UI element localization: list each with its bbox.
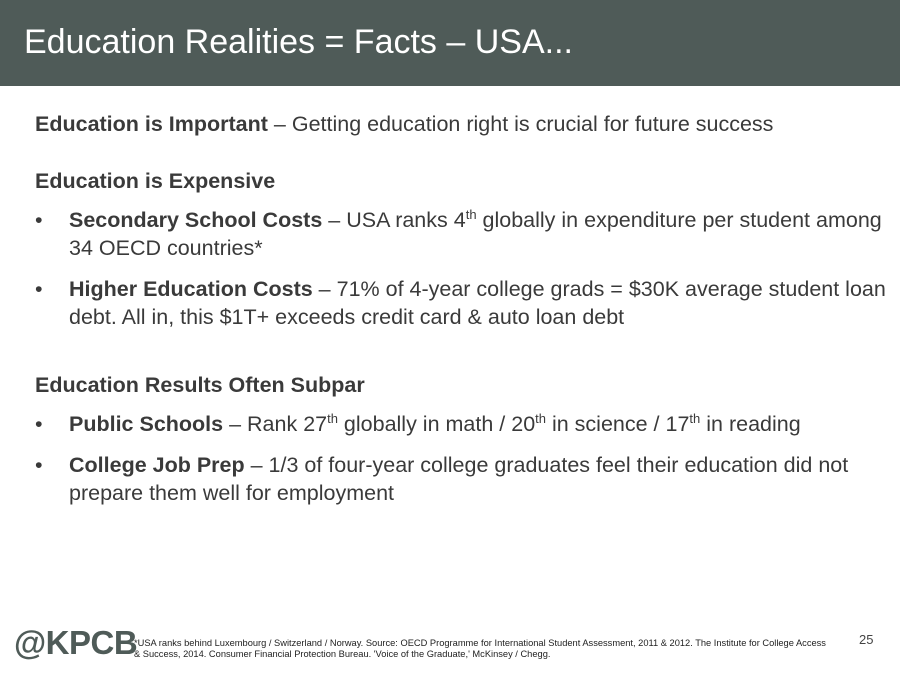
intro-text: – Getting education right is crucial for future success [267,112,774,136]
section-heading-subpar: Education Results Often Subpar [35,373,365,397]
list-item-secondary-school-costs [35,206,890,262]
item-bold: Secondary School Costs [69,208,323,232]
item-bold: Higher Education Costs [69,277,313,301]
item-text: – 1/3 of four-year college graduates feel their education did not prepare them well for employment [69,453,849,505]
item-text: globally in math / 20 [337,412,536,436]
item-text: – USA ranks 4 [322,208,466,232]
slide-content [35,110,890,520]
slide-title: Education Realities = Facts – USA... [24,23,573,61]
list-item-higher-education-costs [35,275,890,331]
item-text: globally in expenditure per student among 34 OECD countries* [69,208,882,260]
section-spacer [35,344,890,371]
section-heading-expensive: Education is Expensive [35,169,276,193]
bullet-icon: • [35,453,43,477]
bullet-list-expensive [35,206,890,331]
item-bold: College Job Prep [69,453,245,477]
bullet-list-subpar [35,410,890,507]
list-item-college-job-prep [35,451,890,507]
list-item-public-schools [35,410,890,438]
bullet-icon: • [35,208,43,232]
item-bold: Public Schools [69,412,224,436]
intro-statement [35,110,890,138]
intro-bold: Education is Important [35,112,268,136]
ordinal-suffix: th [535,411,546,426]
title-bar [0,0,900,86]
kpcb-logo: @KPCB [14,624,138,661]
bullet-icon: • [35,412,43,436]
item-text: – 71% of 4-year college grads = $30K average student loan debt. All in, this $1T+ exceeds credit card & auto loan debt [69,277,886,329]
source-footnote: *USA ranks behind Luxembourg / Switzerland / Norway. Source: OECD Programme for International Student Assessment, 2011 & 2012. The Institute for College Access & Success, 2014. Consumer Financial Protection Bureau. 'Voice of the Graduate,' McKinsey / Chegg. [134,638,826,659]
ordinal-suffix: th [689,411,701,426]
ordinal-suffix: th [327,411,338,426]
ordinal-suffix: th [465,207,477,222]
item-text: in science / 17 [546,412,690,436]
bullet-icon: • [35,277,43,301]
item-text: – Rank 27 [223,412,328,436]
page-number: 25 [859,632,874,647]
item-text: in reading [700,412,801,436]
